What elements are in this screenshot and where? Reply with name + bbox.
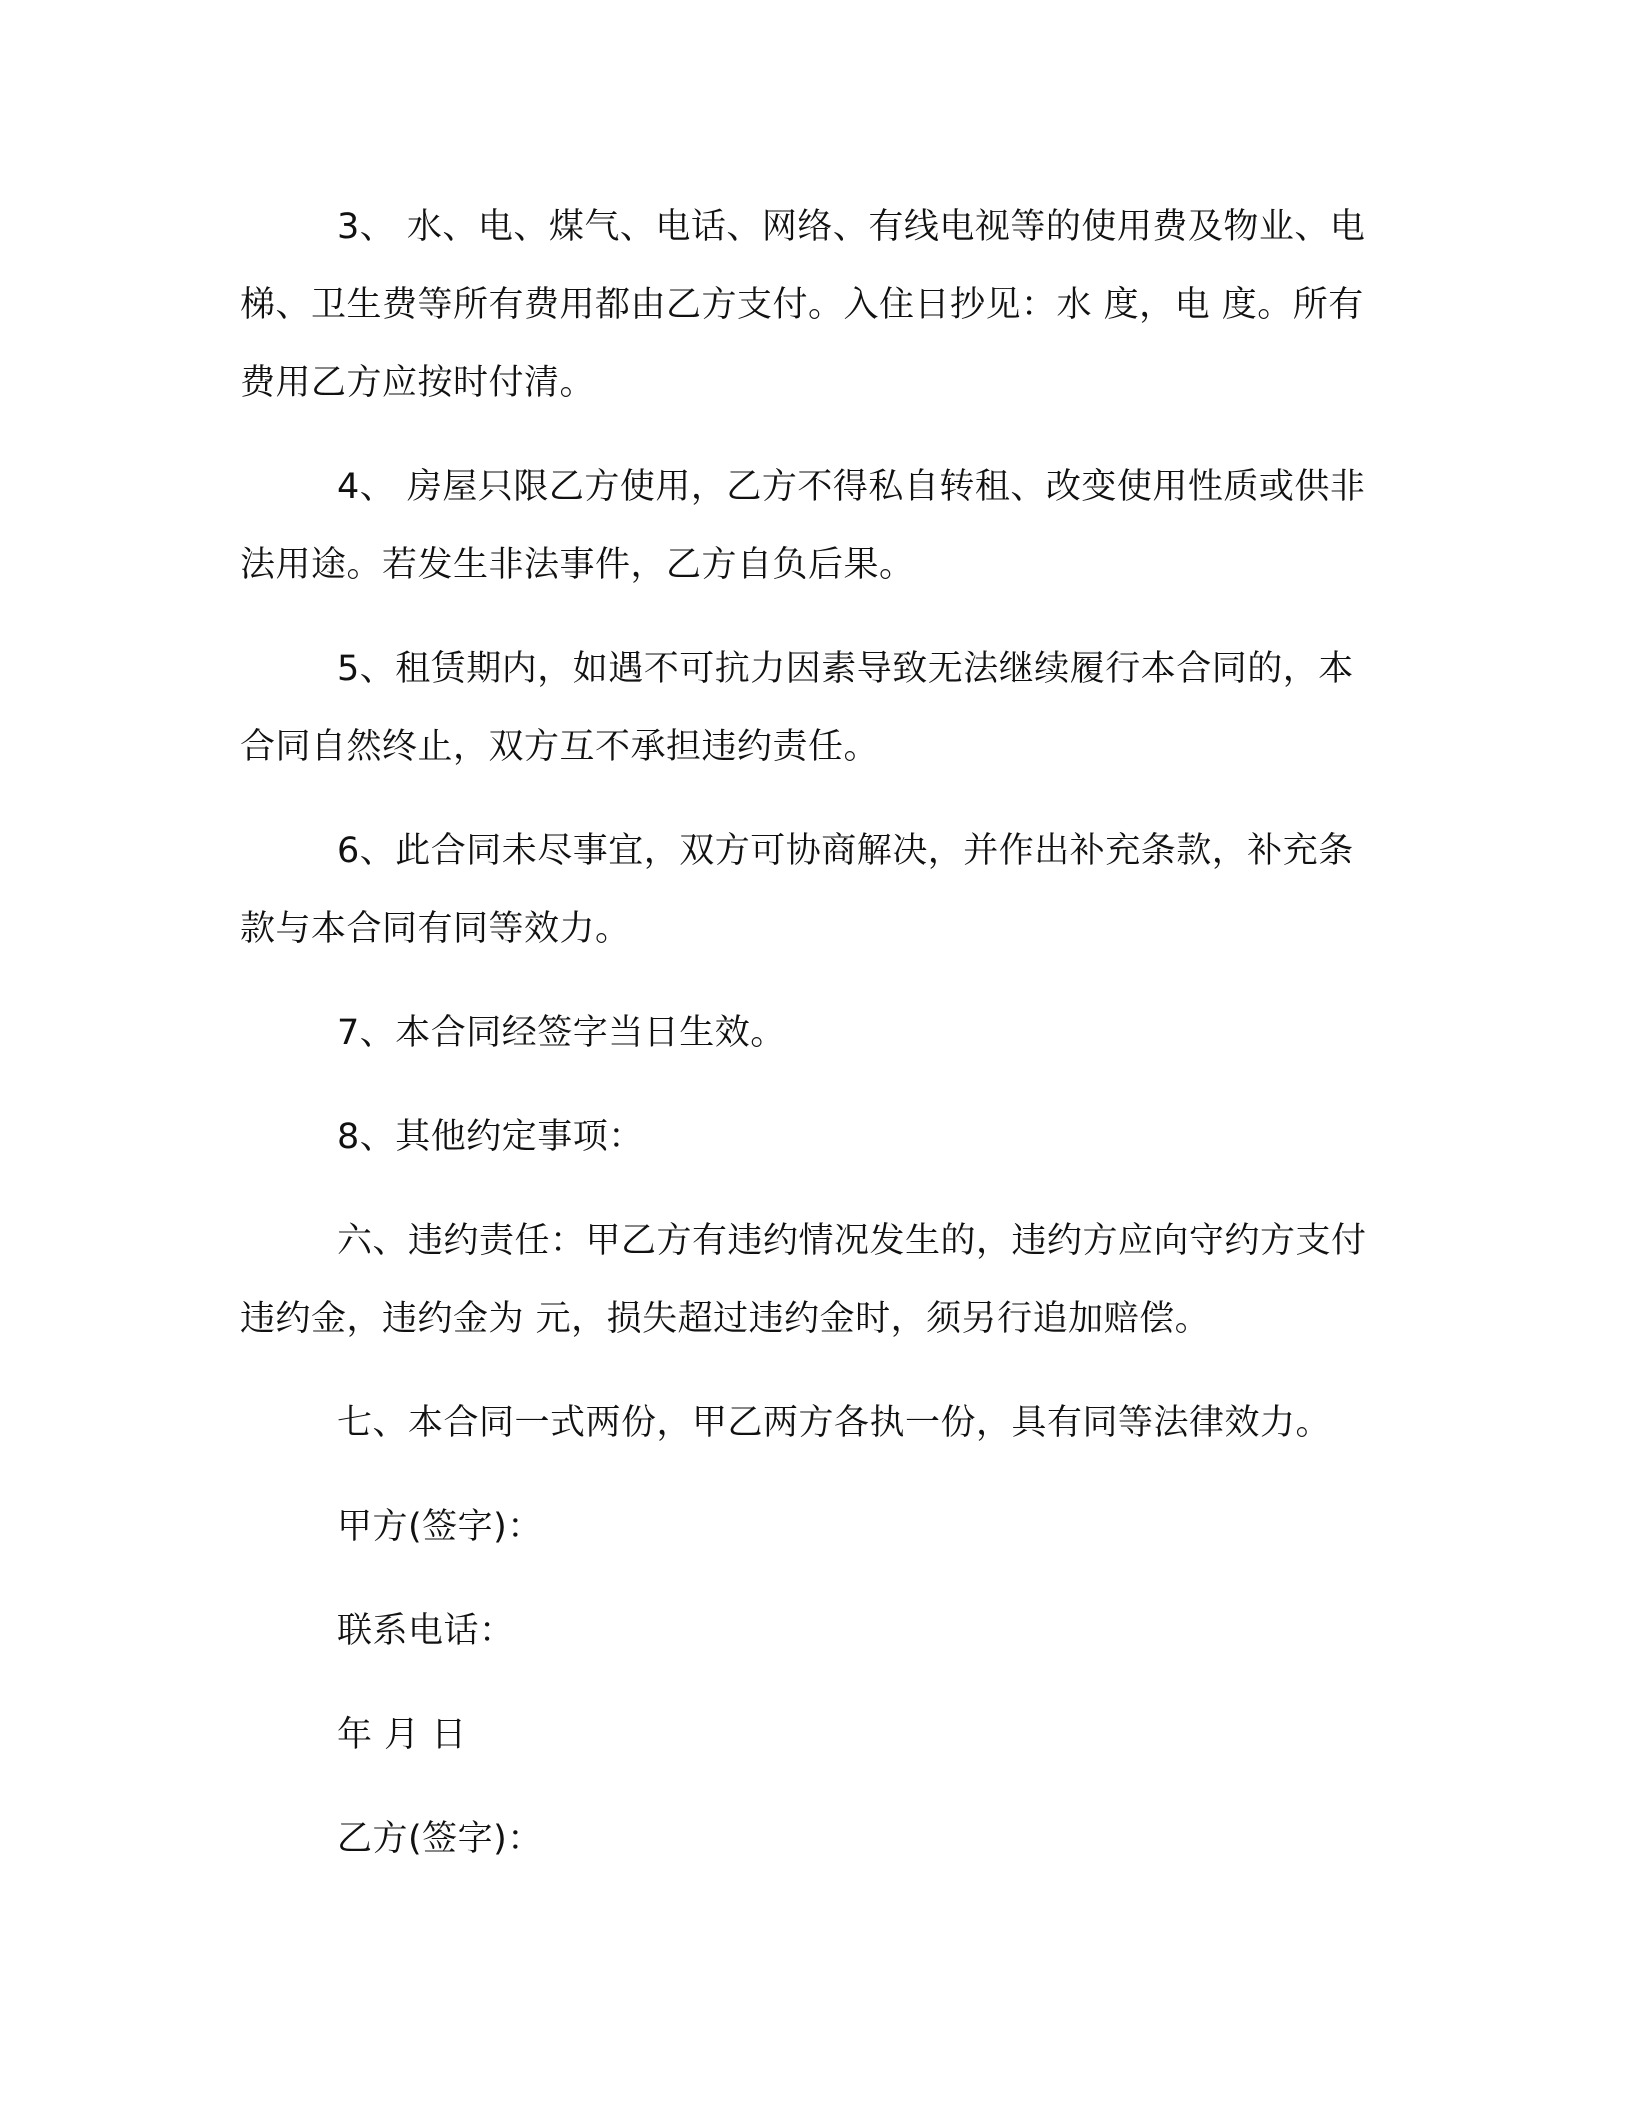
clause-3-utilities: 3、 水、电、煤气、电话、网络、有线电视等的使用费及物业、电梯、卫生费等所有费用都由乙方支付。入住日抄见：水 度，电 度。所有费用乙方应按时付清。 bbox=[240, 207, 1366, 403]
section-6-breach-liability: 六、违约责任：甲乙方有违约情况发生的，违约方应向守约方支付违约金，违约金为 元，损失超过违约金时，须另行追加赔偿。 bbox=[240, 1221, 1367, 1339]
paragraph-gap bbox=[240, 1072, 1380, 1098]
clause-4-usage: 4、 房屋只限乙方使用，乙方不得私自转租、改变使用性质或供非法用途。若发生非法事件，乙方自负后果。 bbox=[240, 467, 1366, 585]
paragraph-gap bbox=[240, 1462, 1380, 1488]
paragraph-gap bbox=[240, 1774, 1380, 1800]
paragraph-gap bbox=[240, 1358, 1380, 1384]
paragraph-gap bbox=[240, 1566, 1380, 1592]
paragraph-gap bbox=[240, 604, 1380, 630]
clause-7-effective: 7、本合同经签字当日生效。 bbox=[337, 1013, 786, 1053]
party-b-signature: 乙方(签字)： bbox=[337, 1819, 543, 1859]
contact-phone: 联系电话： bbox=[337, 1611, 515, 1651]
date-line: 年 月 日 bbox=[337, 1715, 467, 1755]
clause-5-force-majeure: 5、租赁期内，如遇不可抗力因素导致无法继续履行本合同的，本合同自然终止，双方互不承担违约责任。 bbox=[240, 649, 1354, 767]
document-body bbox=[240, 188, 1380, 1878]
clause-6-supplement: 6、此合同未尽事宜，双方可协商解决，并作出补充条款，补充条款与本合同有同等效力。 bbox=[240, 831, 1354, 949]
paragraph-gap bbox=[240, 422, 1380, 448]
paragraph-gap bbox=[240, 1176, 1380, 1202]
clause-8-other-terms: 8、其他约定事项： bbox=[337, 1117, 644, 1157]
paragraph-gap bbox=[240, 968, 1380, 994]
section-7-copies: 七、本合同一式两份，甲乙两方各执一份，具有同等法律效力。 bbox=[337, 1403, 1332, 1443]
party-a-signature: 甲方(签字)： bbox=[337, 1507, 543, 1547]
paragraph-gap bbox=[240, 1670, 1380, 1696]
paragraph-gap bbox=[240, 786, 1380, 812]
